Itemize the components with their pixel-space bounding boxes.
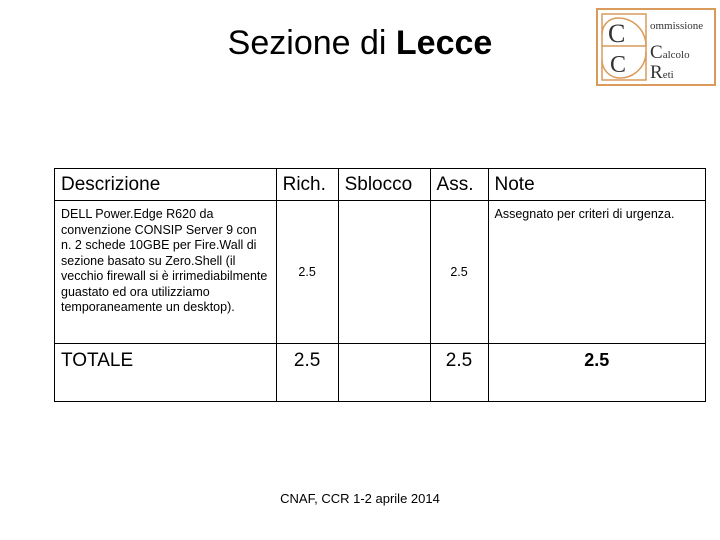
title-location: Lecce [395, 24, 493, 62]
ccr-logo [596, 8, 716, 86]
logo-line3-rest: eti [662, 69, 674, 81]
header-note: Note [488, 169, 706, 201]
logo-line3-cap: R [650, 62, 663, 83]
logo-line1-rest: ommissione [650, 20, 704, 32]
totale-rich: 2.5 [276, 344, 338, 402]
row-note: Assegnato per criteri di urgenza. [488, 201, 706, 344]
totale-label: TOTALE [55, 344, 277, 402]
row-rich: 2.5 [276, 201, 338, 344]
logo-line-commissione [650, 20, 703, 32]
row-ass: 2.5 [430, 201, 488, 344]
logo-line-reti [650, 62, 674, 84]
slide-footer: CNAF, CCR 1-2 aprile 2014 [280, 491, 440, 506]
logo-letter-c1: C [608, 19, 626, 48]
logo-line2-cap: C [650, 42, 663, 63]
row-sblocco [338, 201, 430, 344]
logo-line2-rest: alcolo [662, 49, 690, 61]
row-descrizione: DELL Power.Edge R620 da convenzione CONSIP Server 9 con n. 2 schede 10GBE per Fire.Wall di sezione basato su Zero.Shell (il vecchio firewall si è irrimediabilmente guastato ed ora utilizziamo temporaneamente un desktop). [55, 201, 277, 344]
header-descrizione: Descrizione [55, 169, 277, 201]
header-ass: Ass. [430, 169, 488, 201]
logo-line-calcolo [650, 42, 690, 64]
totale-row [55, 344, 706, 402]
title-prefix: Sezione di [227, 24, 396, 62]
header-sblocco: Sblocco [338, 169, 430, 201]
totale-sblocco [338, 344, 430, 402]
budget-table [54, 168, 706, 402]
table-row [55, 201, 706, 344]
header-rich: Rich. [276, 169, 338, 201]
table-header-row [55, 169, 706, 201]
totale-ass: 2.5 [430, 344, 488, 402]
logo-letter-c2: C [610, 52, 627, 78]
totale-note: 2.5 [488, 344, 706, 402]
